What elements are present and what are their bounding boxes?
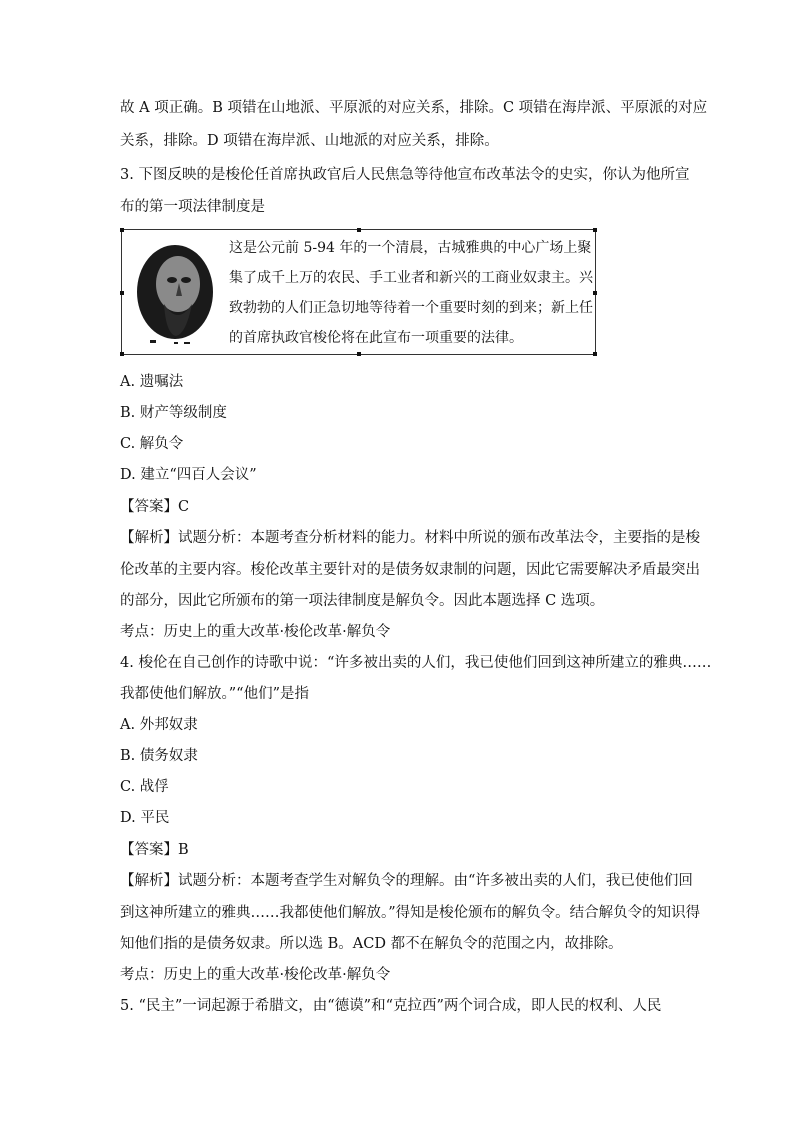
- solon-portrait-icon: [130, 236, 222, 350]
- q4-answer: 【答案】B: [120, 842, 189, 858]
- resize-handle-left[interactable]: [120, 291, 124, 295]
- q4-option-d: D. 平民: [120, 810, 170, 826]
- figure-text-line: 致勃勃的人们正急切地等待着一个重要时刻的到来；新上任: [229, 300, 593, 316]
- q3-stem-line-2: 布的第一项法律制度是: [120, 199, 265, 215]
- q3-analysis-line-1: 【解析】试题分析：本题考查分析材料的能力。材料中所说的颁布改革法令，主要指的是梭: [120, 530, 700, 546]
- q3-option-c: C. 解负令: [120, 436, 184, 452]
- q3-option-a: A. 遗嘱法: [120, 374, 184, 390]
- resize-handle-bottom[interactable]: [357, 352, 361, 356]
- q4-stem-line-2: 我都使他们解放。”“他们”是指: [120, 686, 309, 702]
- q4-option-b: B. 债务奴隶: [120, 748, 198, 764]
- q3-answer: 【答案】C: [120, 499, 190, 515]
- resize-handle-bottom-left[interactable]: [120, 352, 124, 356]
- resize-handle-top-right[interactable]: [593, 228, 597, 232]
- q3-figure[interactable]: [121, 229, 596, 355]
- q3-analysis-line-3: 的部分，因此它所颁布的第一项法律制度是解负令。因此本题选择 C 选项。: [120, 593, 605, 609]
- q5-stem-line-1: 5. “民主”一词起源于希腊文，由“德谟”和“克拉西”两个词合成，即人民的权利、人民: [120, 998, 662, 1014]
- q4-key-point: 考点：历史上的重大改革·梭伦改革·解负令: [120, 967, 391, 983]
- resize-handle-top-left[interactable]: [120, 228, 124, 232]
- q4-analysis-line-1: 【解析】试题分析：本题考查学生对解负令的理解。由“许多被出卖的人们，我已使他们回: [120, 873, 693, 889]
- q4-analysis-line-3: 知他们指的是债务奴隶。所以选 B。ACD 都不在解负令的范围之内，故排除。: [120, 936, 623, 952]
- q3-stem-line-1: 3. 下图反映的是梭伦任首席执政官后人民焦急等待他宣布改革法令的史实，你认为他所宣: [120, 167, 690, 183]
- q3-analysis-line-2: 伦改革的主要内容。梭伦改革主要针对的是债务奴隶制的问题，因此它需要解决矛盾最突出: [120, 562, 700, 578]
- figure-text-line: 集了成千上万的农民、手工业者和新兴的工商业奴隶主。兴: [229, 270, 593, 286]
- figure-text-line: 的首席执政官梭伦将在此宣布一项重要的法律。: [229, 330, 523, 346]
- resize-handle-bottom-right[interactable]: [593, 352, 597, 356]
- intro-line-2: 关系，排除。D 项错在海岸派、山地派的对应关系，排除。: [120, 133, 499, 149]
- q3-key-point: 考点：历史上的重大改革·梭伦改革·解负令: [120, 624, 391, 640]
- intro-line-1: 故 A 项正确。B 项错在山地派、平原派的对应关系，排除。C 项错在海岸派、平原派的对应: [120, 100, 708, 116]
- resize-handle-right[interactable]: [593, 291, 597, 295]
- q4-option-c: C. 战俘: [120, 779, 169, 795]
- q3-option-d: D. 建立“四百人会议”: [120, 467, 257, 483]
- q4-option-a: A. 外邦奴隶: [120, 717, 198, 733]
- figure-text-line: 这是公元前 5-94 年的一个清晨，古城雅典的中心广场上聚: [229, 240, 592, 256]
- q4-stem-line-1: 4. 梭伦在自己创作的诗歌中说：“许多被出卖的人们，我已使他们回到这神所建立的雅典……: [120, 655, 712, 671]
- resize-handle-top[interactable]: [357, 228, 361, 232]
- q3-option-b: B. 财产等级制度: [120, 405, 227, 421]
- q4-analysis-line-2: 到这神所建立的雅典……我都使他们解放。”得知是梭伦颁布的解负令。结合解负令的知识得: [120, 905, 701, 921]
